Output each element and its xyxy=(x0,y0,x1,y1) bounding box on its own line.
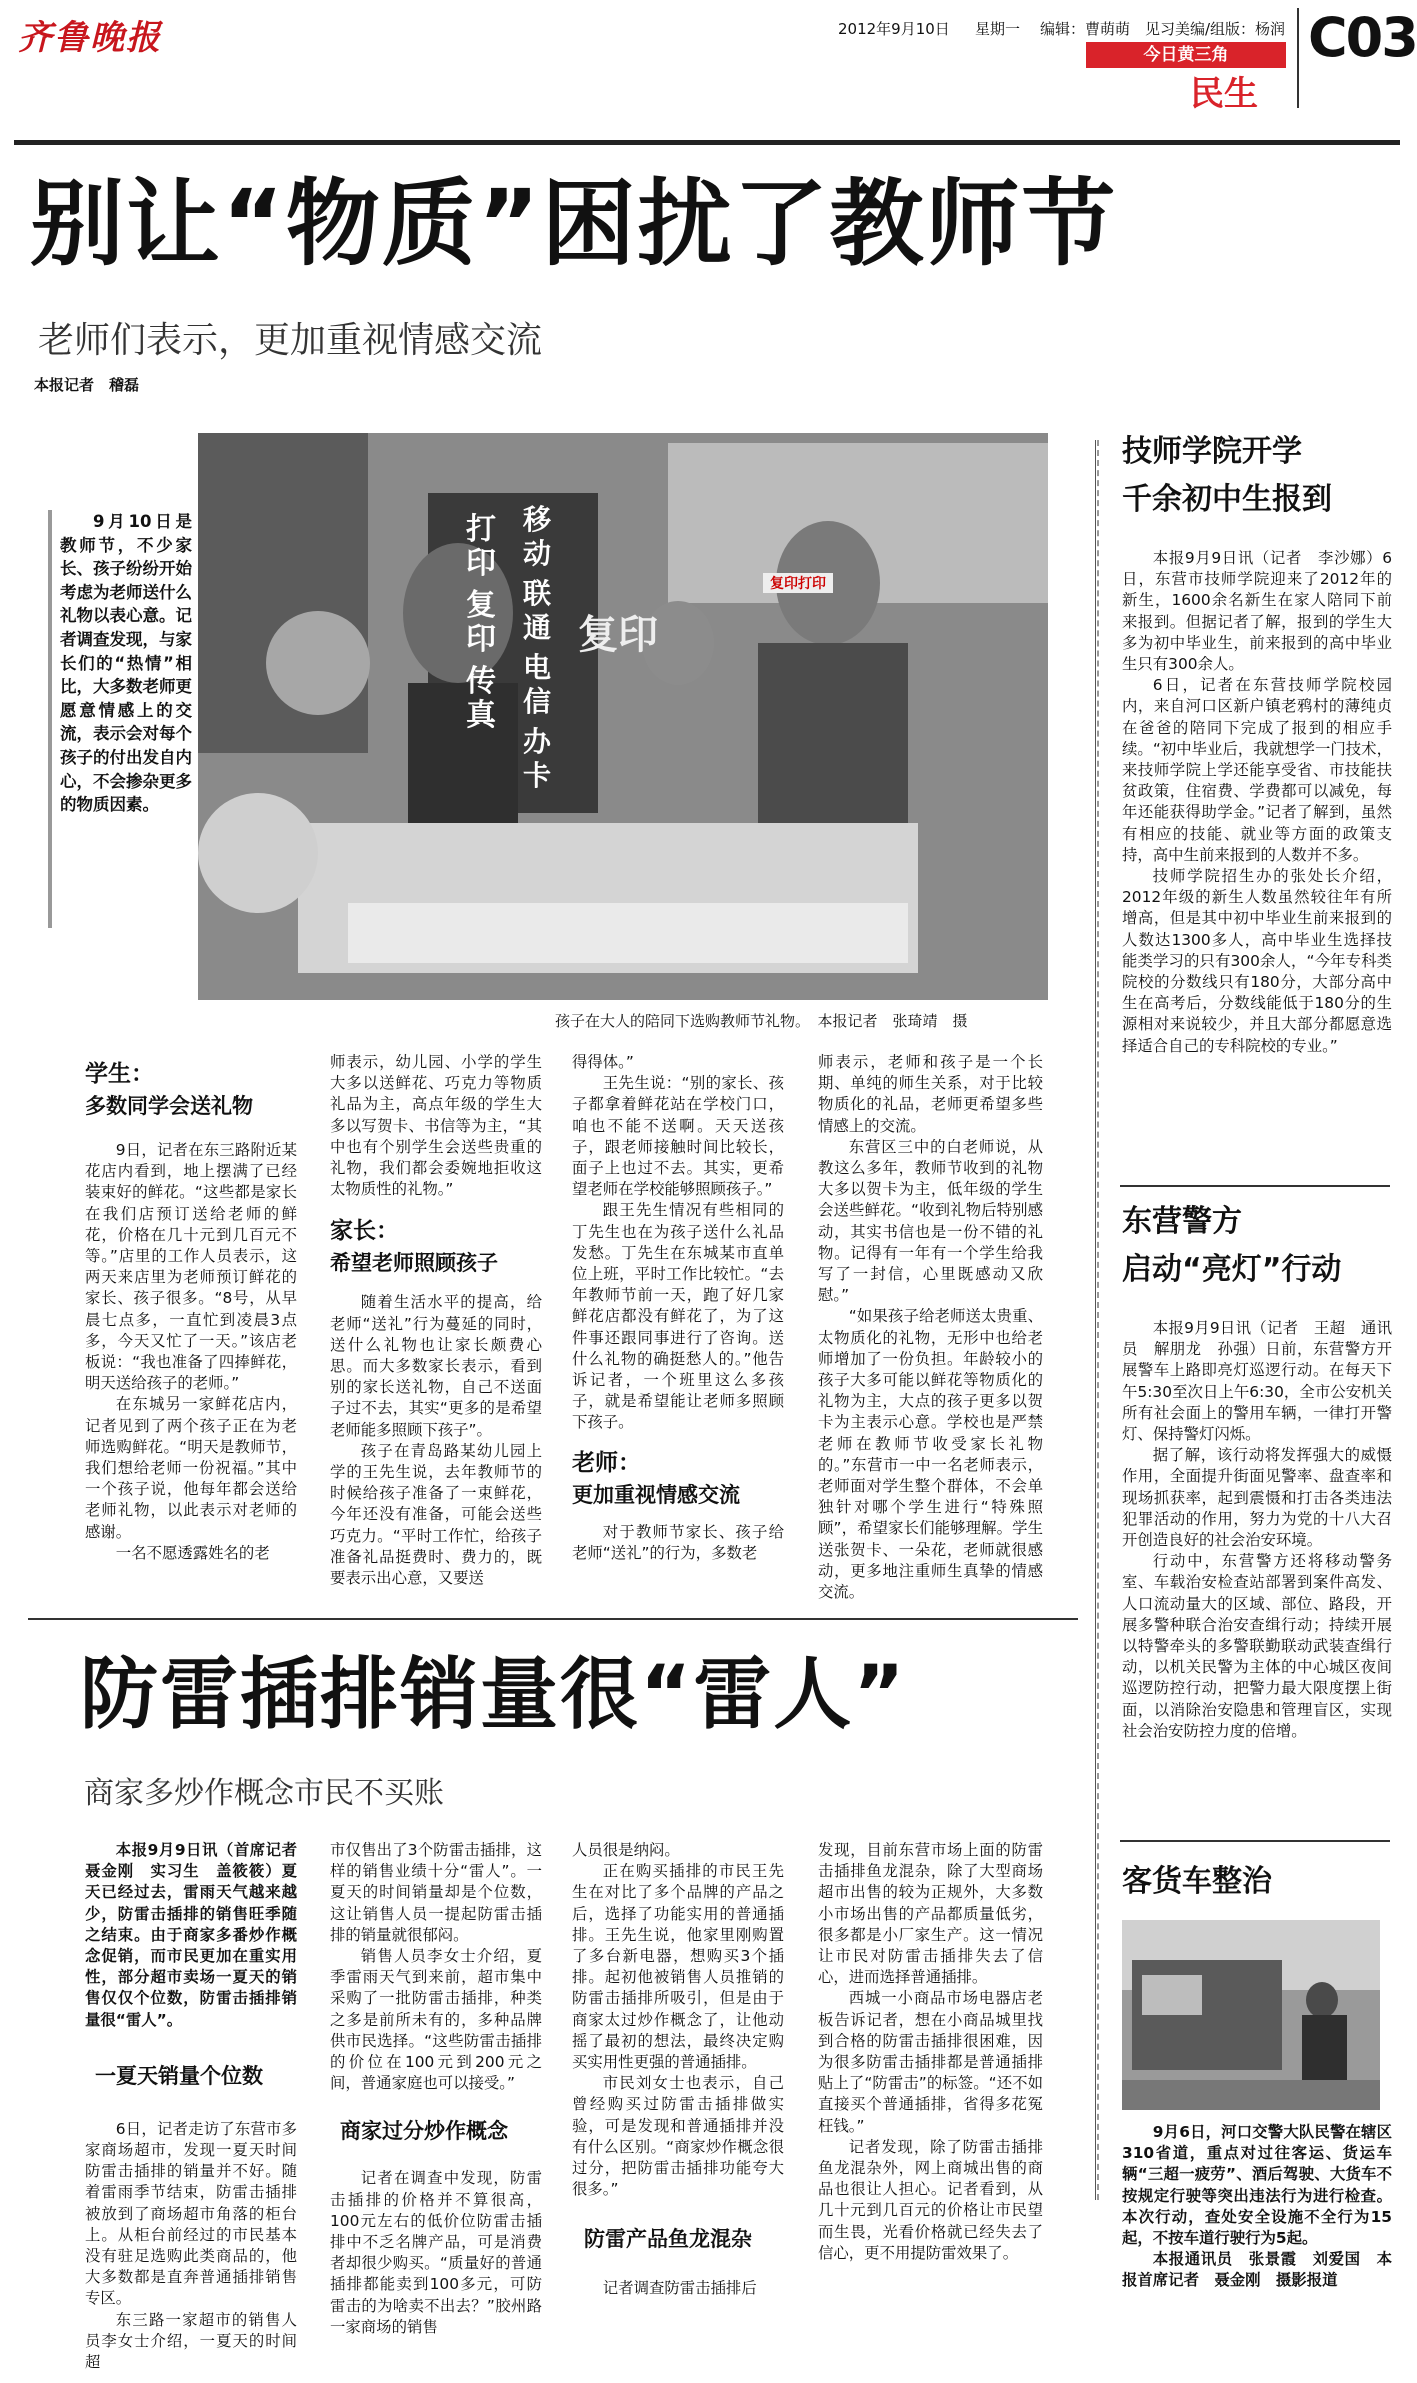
issue-date: 2012年9月10日 xyxy=(838,20,950,38)
section3-label: 老师： xyxy=(572,1449,641,1476)
paragraph: “如果孩子给老师送太贵重、太物质化的礼物，无形中也给老师增加了一份负担。年龄较小的孩子大多可能以鲜花等物质化的礼物为主，大点的孩子更多以贺卡为主表示心意。学校也是严禁老师在教师节收受家长礼物的。”东营市一中一名老师表示，老师面对学生整个群体，不会单独针对哪个学生进行“特殊照顾”，希望家长们能够理解。学生送张贺卡、一朵花，老师就很感动，更多地注重师生真挚的情感交流。 xyxy=(818,1307,1043,1602)
story1-title-line2: 千余初中生报到 xyxy=(1122,482,1332,517)
paragraph: 随着生活水平的提高，给老师“送礼”行为蔓延的同时，送什么礼物也让家长颇费心思。而大多数家长表示，看到别的家长送礼物，自己不送面子过不去，其实“更多的是希望老师能多照顾下孩子”。 xyxy=(330,1293,542,1439)
section-name: 民生 xyxy=(1190,74,1258,114)
sidebar-story3 xyxy=(1122,1858,1392,2292)
masthead-divider xyxy=(1297,8,1299,108)
paragraph: 对于教师节家长、孩子给老师“送礼”的行为，多数老 xyxy=(572,1522,784,1562)
sidebar-story2 xyxy=(1122,1198,1392,1742)
article2-lead: 本报9月9日讯（首席记者 聂金刚 实习生 盖筱筱）夏天已经过去，雷雨天气越来越少，防雷击插排的销售旺季随之结束。由于商家多番炒作概念促销，而市民更加在重实用性，部分超市卖场一夏天的销售仅仅个位数，防雷击插排销量很“雷人”。 xyxy=(85,1841,313,2029)
paragraph: 师表示，老师和孩子是一个长期、单纯的师生关系，对于比较物质化的礼品，老师更希望多些情感上的交流。 xyxy=(818,1053,1043,1135)
photo-sign-small: 复印打印 xyxy=(763,573,833,593)
top-rule xyxy=(14,140,1400,145)
lead-box xyxy=(48,510,192,928)
section2-label: 家长： xyxy=(330,1218,399,1245)
article1-col2 xyxy=(330,1052,542,1589)
section-tag: 今日黄三角 xyxy=(1086,42,1286,68)
paragraph: 师表示，幼儿园、小学的学生大多以送鲜花、巧克力等物质礼品为主，高点年级的学生大多以写贺卡、书信等为主，“其中也有个别学生会送些贵重的礼物，我们都会委婉地拒收这太物质性的礼物。” xyxy=(330,1053,542,1199)
paragraph: 西城一小商品市场电器店老板告诉记者，想在小商品城里找到合格的防雷击插排很困难，因为很多防雷击插排都是普通插排贴上了“防雷击”的标签。“还不如直接买个普通插排，省得多花冤枉钱。” xyxy=(818,1989,1043,2135)
sidebar-rule-2 xyxy=(1120,1840,1390,1842)
paragraph: 销售人员李女士介绍，夏季雷雨天气到来前，超市集中采购了一批防雷击插排，种类之多是前所未有的，多种品牌供市民选择。“这些防雷击插排的价位在100元到200元之间，普通家庭也可以接受。” xyxy=(330,1947,542,2093)
article2-col2 xyxy=(330,1840,542,2338)
article2-col3 xyxy=(572,1840,784,2300)
paragraph: 技师学院招生办的张处长介绍，2012年级的新生人数虽然较往年有所增高，但是其中初中毕业生前来报到的人数达1300多人，高中毕业生选择技能类学习的只有300余人，“今年专科类院校的分数线只有180分，大部分高中生在高考后，分数线能低于180分的生源相对来说较少，并且大部分都愿意选择适合自己的专科院校的专业。” xyxy=(1122,867,1392,1055)
page-code: C03 xyxy=(1308,6,1417,69)
article2-sub3: 防雷产品鱼龙混杂 xyxy=(584,2227,752,2252)
article1-byline: 本报记者 稽磊 xyxy=(34,376,140,394)
editor-credits: 编辑：曹萌萌 见习美编/组版：杨润 xyxy=(1040,20,1286,38)
paragraph: 一名不愿透露姓名的老 xyxy=(115,1543,270,1562)
article2-sub1: 一夏天销量个位数 xyxy=(95,2063,263,2088)
paragraph: 孩子在青岛路某幼儿园上学的王先生说，去年教师节的时候给孩子准备了一束鲜花，今年还没有准备，可能会送些巧克力。“平时工作忙，给孩子准备礼品挺费时、费力的，既要表示出心意，又要送 xyxy=(330,1441,542,1588)
paragraph: 东营区三中的白老师说，从教这么多年，教师节收到的礼物大多以贺卡为主，低年级的学生会送些鲜花。“收到礼物后特别感动，其实书信也是一份不错的礼物。记得有一年有一个学生给我写了一封信，心里既感动又欣慰。” xyxy=(818,1137,1043,1305)
paragraph: 记者调查防雷击插排后 xyxy=(602,2279,757,2298)
paragraph: 本报9月9日讯（记者 王超 通讯员 解朋龙 孙强）日前，东营警方开展警车上路即亮灯巡逻行动。在每天下午5:30至次日上午6:30，全市公安机关所有社会面上的警用车辆，一律打开警灯、保持警灯闪烁。 xyxy=(1122,1319,1392,1444)
paragraph: 本报9月9日讯（记者 李沙娜）6日，东营市技师学院迎来了2012年的新生，1600余名新生在家人陪同下前来报到。但据记者了解，报到的学生大多为初中毕业生，前来报到的高中毕业生只有300余人。 xyxy=(1122,549,1392,674)
paragraph: 跟王先生情况有些相同的丁先生也在为孩子送什么礼品发愁。丁先生在东城某市直单位上班，平时工作比较忙。“去年教师节前一天，跑了好几家鲜花店都没有鲜花了，为了这件事还跟同事进行了咨询。送什么礼物的确挺愁人的。”他告诉记者，一个班里这么多孩子，就是希望能让老师多照顾下孩子。 xyxy=(572,1201,784,1432)
traffic-credit: 本报通讯员 张景霞 刘爱国 本报首席记者 聂金刚 摄影报道 xyxy=(1122,2250,1392,2290)
section2-title: 希望老师照顾孩子 xyxy=(330,1251,498,1276)
sidebar-divider xyxy=(1095,440,1096,2200)
paragraph: 6日，记者走访了东营市多家商场超市，发现一夏天时间防雷击插排的销量并不好。随着雷雨季节结束，防雷击插排被放到了商场超市角落的柜台上。从柜台前经过的市民基本没有驻足选购此类商品的，他大多数都是直奔普通插排销售专区。 xyxy=(85,2119,297,2308)
article1-deck: 老师们表示，更加重视情感交流 xyxy=(38,320,543,361)
paragraph: 6日，记者在东营技师学院校园内，来自河口区新户镇老鸦村的薄纯贞在爸爸的陪同下完成了报到的相应手续。“初中毕业后，我就想学一门技术，来技师学院上学还能享受省、市技能扶贫政策，住宿费、学费都可以减免，每年还能获得助学金。”记者了解到，虽然有相应的技能、就业等方面的政策支持，高中生前来报到的人数并不多。 xyxy=(1122,676,1392,864)
article2-deck: 商家多炒作概念市民不买账 xyxy=(84,1776,444,1811)
issue-weekday: 星期一 xyxy=(975,20,1021,38)
section3-title: 更加重视情感交流 xyxy=(572,1482,740,1507)
article1-col1 xyxy=(85,1058,297,1564)
paragraph: 人员很是纳闷。 xyxy=(572,1841,680,1859)
newspaper-logo: 齐鲁晚报 xyxy=(18,18,162,58)
paragraph: 市民刘女士也表示，自己曾经购买过防雷击插排做实验，可是发现和普通插排并没有什么区别。“商家炒作概念很过分，把防雷击插排功能夸大很多。” xyxy=(572,2074,784,2199)
paragraph: 市仅售出了3个防雷击插排，这样的销售业绩十分“雷人”。一夏天的时间销量却是个位数，这让销售人员一提起防雷击插排的销量就很郁闷。 xyxy=(330,1841,542,1944)
section1-label: 学生： xyxy=(85,1061,154,1087)
paragraph: 在东城另一家鲜花店内，记者见到了两个孩子正在为老师选购鲜花。“明天是教师节，我们想给老师一份祝福。”其中一个孩子说，他每年都会送给老师礼物，以此表示对老师的感谢。 xyxy=(85,1395,297,1541)
article1-col3 xyxy=(572,1052,784,1564)
traffic-photo-illustration xyxy=(1122,1920,1380,2110)
sidebar-divider-dashed xyxy=(1097,440,1099,2200)
article1-headline: 别让“物质”困扰了教师节 xyxy=(30,170,1118,279)
photo-sign-telecom: 移动 联通 电信 办卡 xyxy=(522,503,551,792)
article2-headline: 防雷插排销量很“雷人” xyxy=(80,1650,907,1740)
sidebar-rule-1 xyxy=(1120,1185,1390,1187)
article2-rule xyxy=(28,1618,1078,1620)
story1-title-line1: 技师学院开学 xyxy=(1122,434,1302,469)
paragraph: 发现，目前东营市场上面的防雷击插排鱼龙混杂，除了大型商场超市出售的较为正规外，大多数小市场出售的产品都质量低劣，很多都是小厂家生产。这一情况让市民对防雷击插排失去了信心，进而选择普通插排。 xyxy=(818,1841,1043,1987)
article2-col1 xyxy=(85,1840,313,2373)
sidebar-story1 xyxy=(1122,428,1392,1057)
article2-col4 xyxy=(818,1840,1043,2264)
traffic-caption: 9月6日，河口交警大队民警在辖区310省道，重点对过往客运、货运车辆“三超一疲劳”、酒后驾驶、大货车不按规定行驶等突出违法行为进行检查。本次行动，查处安全设施不全行为15起，不按车道行驶行为5起。 xyxy=(1122,2123,1392,2248)
article1-col4 xyxy=(818,1052,1043,1603)
section1-title: 多数同学会送礼物 xyxy=(85,1094,253,1118)
paragraph: 东三路一家超市的销售人员李女士介绍，一夏天的时间超 xyxy=(85,2310,297,2372)
photo-sign-copy: 复印 xyxy=(578,612,658,658)
paragraph: 得得体。” xyxy=(572,1053,634,1071)
paragraph: 记者发现，除了防雷击插排鱼龙混杂外，网上商城出售的商品也很让人担心。记者看到，从几十元到几百元的价格让市民望而生畏，光看价格就已经失去了信心，更不用提防雷效果了。 xyxy=(818,2137,1043,2262)
story2-title-line1: 东营警方 xyxy=(1122,1204,1242,1239)
paragraph: 记者在调查中发现，防雷击插排的价格并不算很高，100元左右的低价位防雷击插排中不乏名牌产品，可是消费者却很少购买。“质量好的普通插排都能卖到100多元，可防雷击的为啥卖不出去？”胶州路一家商场的销售 xyxy=(330,2169,542,2336)
paragraph: 行动中，东营警方还将移动警务室、车载治安检查站部署到案件高发、人口流动量大的区域、部位、路段，开展多警种联合治安查缉行动；持续开展以特警牵头的多警联勤联动武装查缉行动，以机关民警为主体的中心城区夜间巡逻防控行动，把警力最大限度摆上街面，以消除治安隐患和管理盲区，实现社会治安防控力度的倍增。 xyxy=(1122,1552,1392,1740)
traffic-photo xyxy=(1122,1920,1380,2110)
paragraph: 据了解，该行动将发挥强大的威慑作用，全面提升街面见警率、盘查率和现场抓获率，起到震慑和打击各类违法犯罪活动的作用，努力为党的十八大召开创造良好的社会治安环境。 xyxy=(1122,1446,1392,1550)
paragraph: 王先生说：“别的家长、孩子都拿着鲜花站在学校门口，咱也不能不送啊。天天送孩子，跟老师接触时间比较长，面子上也过不去。其实，更希望老师在学校能够照顾孩子。” xyxy=(572,1074,784,1199)
main-photo-caption: 孩子在大人的陪同下选购教师节礼物。 本报记者 张琦靖 摄 xyxy=(555,1012,968,1030)
photo-illustration xyxy=(198,433,1048,1000)
story2-title-line2: 启动“亮灯”行动 xyxy=(1122,1252,1342,1287)
paragraph: 正在购买插排的市民王先生在对比了多个品牌的产品之后，选择了功能实用的普通插排。王先生说，他家里刚购置了多台新电器，想购买3个插排。起初他被销售人员推销的防雷击插排所吸引，但是由于商家太过炒作概念了，让他动摇了最初的想法，最终决定购买实用性更强的普通插排。 xyxy=(572,1862,784,2072)
story3-title: 客货车整治 xyxy=(1122,1864,1272,1899)
main-photo xyxy=(198,433,1048,1000)
paragraph: 9日，记者在东三路附近某花店内看到，地上摆满了已经装束好的鲜花。“这些都是家长在我们店预订送给老师的鲜花，价格在几十元到几百元不等。”店里的工作人员表示，这两天来店里为老师预订鲜花的家长、孩子很多。“8号，从早晨七点多，一直忙到凌晨3点多，今天又忙了一天。”该店老板说：“我也准备了四捧鲜花，明天送给孩子的老师。” xyxy=(85,1141,297,1393)
lead-text: 9月10日是教师节，不少家长、孩子纷纷开始考虑为老师送什么礼物以表心意。记者调查发现，与家长们的“热情”相比，大多数老师更愿意情感上的交流，表示会对每个孩子的付出发自内心，不会掺杂更多的物质因素。 xyxy=(60,512,192,815)
photo-sign-print: 打印 复印 传真 xyxy=(466,512,496,733)
article2-sub2: 商家过分炒作概念 xyxy=(340,2119,508,2144)
